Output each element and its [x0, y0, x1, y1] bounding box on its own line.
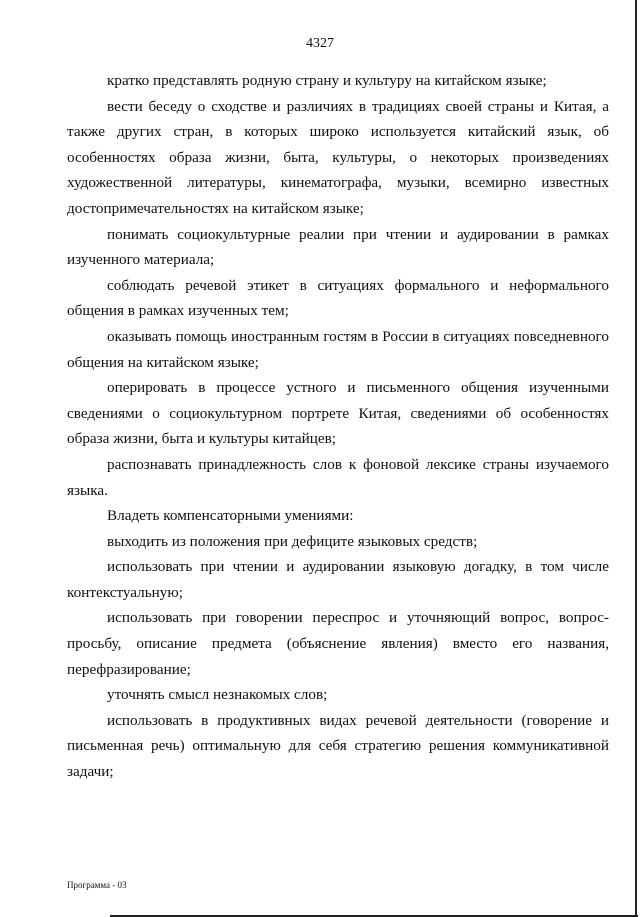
paragraph: использовать в продуктивных видах речевой деятельности (говорение и письменная речь) оптимальную для себя стратегию решения коммуникативной задачи;	[67, 711, 609, 781]
paragraph: выходить из положения при дефиците языковых средств;	[107, 532, 478, 550]
paragraph: распознавать принадлежность слов к фоновой лексике страны изучаемого языка.	[67, 455, 609, 499]
footer-label: Программа - 03	[67, 880, 127, 890]
paragraph: оперировать в процессе устного и письменного общения изученными сведениями о социокультурном портрете Китая, сведениями об особенностях образа жизни, быта и культуры китайцев;	[67, 379, 609, 448]
paragraph: использовать при чтении и аудировании языковую догадку, в том числе контекстуальную;	[67, 558, 609, 601]
body-text	[67, 68, 609, 785]
paragraph: вести беседу о сходстве и различиях в традициях своей страны и Китая, а также других стран, в которых широко используется китайский язык, об особенностях образа жизни, быта, культуры, о некоторых произведениях художественной литературы, кинематографа, музыки, всемирно известных достопримечательностях на китайском языке;	[67, 97, 609, 217]
paragraph: оказывать помощь иностранным гостям в России в ситуациях повседневного общения на китайском языке;	[67, 327, 609, 371]
paragraph: кратко представлять родную страну и культуру на китайском языке;	[107, 72, 547, 89]
scan-edge-right	[635, 0, 637, 917]
paragraph: понимать социокультурные реалии при чтении и аудировании в рамках изученного материала;	[67, 225, 609, 269]
paragraph: Владеть компенсаторными умениями:	[107, 507, 354, 525]
paragraph: использовать при говорении переспрос и уточняющий вопрос, вопрос-просьбу, описание предмета (объяснение явления) вместо его названия, перефразирование;	[67, 609, 609, 678]
paragraph: соблюдать речевой этикет в ситуациях формального и неформального общения в рамках изученных тем;	[67, 276, 609, 320]
page-number: 4327	[306, 36, 334, 51]
paragraph: уточнять смысл незнакомых слов;	[107, 686, 328, 704]
